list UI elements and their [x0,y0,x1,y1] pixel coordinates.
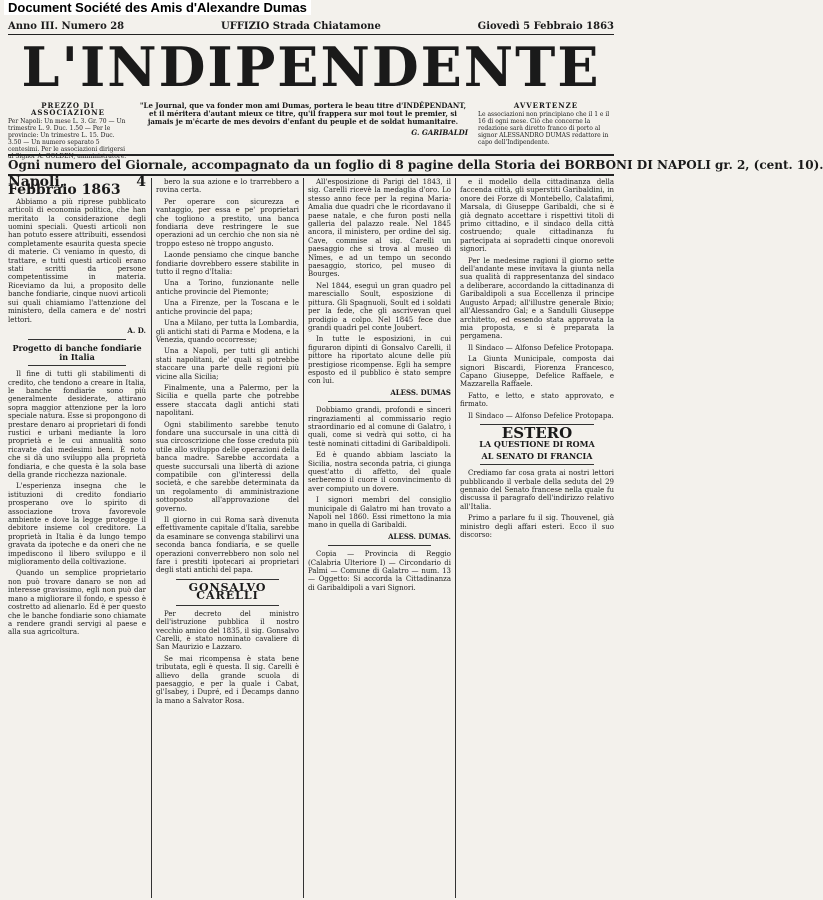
divider [176,605,279,606]
paragraph: Per decreto del ministro dell'istruzione pubblica il nostro vecchio amico del 1835, il sig. Gonsalvo Carelli, è stato nominato cavaliere di San Maurizio e Lazzaro. [156,609,299,652]
article-title: Progetto di banche fondiarie in Italia [12,343,142,362]
paragraph: Crediamo far cosa grata ai nostri lettori pubblicando il verbale della seduta del 29 gennaio del Senato francese nella quale fu discussa il paragrafo dell'indirizzo relativo all'Italia. [460,469,614,511]
divider [28,339,126,340]
divider [328,545,431,546]
divider [28,365,126,366]
paragraph: Una a Firenze, per la Toscana e le antiche provincie del papa; [156,299,299,316]
paragraph: Una a Milano, per tutta la Lombardia, gli antichi stati di Parma e Modena, e la Venezia, quando occorresse; [156,319,299,344]
paragraph: L'esperienza insegna che le istituzioni di credito fondiario prosperano ove lo spirito di associazione trova favorevole ambiente e dove la legge protegge il debitore insieme col creditore. La proprietà in Italia è da lungo tempo gravata da ipoteche e da oneri che ne impediscono il libero sviluppo e il miglioramento della coltivazione. [8,482,146,567]
paragraph: Per operare con sicurezza e vantaggio, per essa e pe' proprietari che togliono a prestito, una banca fondiaria deve restringere le sue operazioni ad un cerchio che non sia nè troppo esteso nè troppo angusto. [156,197,299,248]
divider [480,464,594,465]
paragraph: Abbiamo a più riprese pubblicato articoli di economia politica, che han meritato la considerazione degli uomini speciali. Questi articoli non han potuto essere attribuiti, essendosi completamente esaurita questa specie di materie. Ci veniamo in questo, di trattare, e tutti questi articoli erano stati scritti da persone competentissime in materia. Riceviamo da lui, a proposito delle banche fondiarie, cinque nuovi articoli sui quali chiamiamo l'attenzione del ministero, della camera e de' nostri lettori. [8,197,146,324]
paragraph: Il giorno in cui Roma sarà divenuta effettivamente capitale d'Italia, sarebbe da esaminare se convenga stabilirvi una seconda banca fondiaria, e se quelle operazioni converrebbero non solo nel fare i prestiti ipotecari ai proprietari degli stati antichi del papa. [156,516,299,575]
office-address: UFFIZIO Strada Chiatamone [221,20,381,32]
paragraph: Ed è quando abbiam lasciato la Sicilia, nostra seconda patria, ci giunga quest'atto di affetto, del quale serberemo il cuore il convincimento di aver compiuto un dovere. [308,451,451,493]
paragraph: Il Sindaco — Alfonso Defelice Protopapa. [468,343,614,352]
quote-signature: G. GARIBALDI [411,128,468,137]
notices-title: AVVERTENZE [513,101,579,110]
article-title: LA QUESTIONE DI ROMA [479,439,595,450]
signature: A. D. [127,325,146,335]
article-columns [8,174,614,898]
paragraph: Se mai ricompensa è stata bene tributata, egli è questa. Il sig. Carelli è allievo della grande scuola di paesaggio, e per la quale i Cabat, gl'Isabey, i Dupré, ed i Decamps danno la mano a Salvator Rosa. [156,654,299,705]
paragraph: Nel 1844, eseguì un gran quadro pel maresciallo Soult, esposizione di pittura. Gli Spagnuoli, Soult ed i soldati per la fede, che gli ascrivevan quel prodigio a colpo. Nel 1845 fece due grandi quadri pel conte Joubert. [308,281,451,332]
paragraph: Fatto, e letto, e stato approvato, e firmato. [460,391,614,409]
paragraph: Laonde pensiamo che cinque banche fondiarie dovrebbero essere stabilite in tutto il regno d'Italia: [156,251,299,277]
prices-text: Per Napoli: Un mese L. 3. Gr. 70 — Un trimestre L. 9. Duc. 1.50 — Per le provincie: Un trimestre L. 15. Duc. 3.50 — Un numero separato 5 centesimi. Per le associazioni dirigersi al Signor A. GOLDEN, amministratore. [8,118,127,160]
paragraph: Il Sindaco — Alfonso Defelice Protopapa. [468,411,614,420]
paragraph: In tutte le esposizioni, in cui figuraron dipinti di Gonsalvo Carelli, il pittore ha riportato alcune delle più prestigiose ricompense. Egli ha sempre esposto ed il pubblico è stato sempre con lui. [308,335,451,386]
prices-title: PREZZO DI ASSOCIAZIONE [31,101,105,117]
paragraph: Il fine di tutti gli stabilimenti di credito, che tendono a creare in Italia, le banche fondiarie sono più generalmente desiderate, attirano sopra maggior attenzione per la loro speciale natura. Esse si propongono di prestare denaro ai proprietari di fondi rustici e urbani mediante la loro proprietà e le cui annualità sono ricavate dai medesimi beni. È noto che si dà uno sviluppo alla proprietà fondiaria, e che questa è la sola base della grande ricchezza nazionale. [8,370,146,479]
paragraph: e il modello della cittadinanza della faccenda città, gli superstiti Garibaldini, in onore dei Forze di Montebello, Calatafimi, Marsala, di Giuseppe Garibaldi, che si è già degnato accettare i rispettivi titoli di primo cittadino, e il sindaco della città costruendo; quale cittadinanza fu partecipata ai sopradetti cinque onorevoli signori. [460,178,614,254]
garibaldi-quote [138,102,468,137]
paragraph: All'esposizione di Parigi del 1843, il sig. Carelli ricevè la medaglia d'oro. Lo stesso anno fece per la regina Maria-Amalia due quadri che le ricordavano il paese natale, e che furon posti nella galleria del palazzo reale. Nel 1845 ancora, il ministero, per ordine del sig. Cave, commise al sig. Carelli un paesaggio che si trova al museo di Nîmes, e ad un tempo un secondo paesaggio, storico, pel museo di Bourges. [308,178,451,279]
watermark: Document Société des Amis d'Alexandre Dumas [4,0,311,15]
subscription-row [8,98,614,160]
section-title: ESTERO [501,423,573,442]
paragraph: bero la sua azione e lo trarrebbero a rovina certa. [156,178,299,195]
paragraph: Una a Torino, funzionante nelle antiche provincie del Piemonte; [156,279,299,296]
notices [478,102,614,146]
column-2 [156,178,299,898]
issue-number: Anno III. Numero 28 [8,20,125,32]
signature: ALESS. DUMAS [390,387,451,397]
divider [328,401,431,402]
column-4 [460,178,614,898]
subscription-prices [8,102,128,160]
dateline: Napoli, 4 Febbraio 1863 [8,174,146,199]
paragraph: Primo a parlare fu il sig. Thouvenel, già ministro degli affari esteri. Ecco il suo discorso: [460,514,614,540]
issue-date: Giovedì 5 Febbraio 1863 [477,20,614,32]
paragraph: Una a Napoli, per tutti gli antichi stati napolitani, de' quali si potrebbe staccare una parte delle regioni più vicine alla Sicilia; [156,347,299,381]
column-3 [308,178,451,898]
paragraph: Ogni stabilimento sarebbe tenuto fondare una succursale in una città di sua circoscrizione che fosse creduta più utile allo sviluppo delle operazioni della banca madre. Sarebbe accordata a queste succursali una libertà di azione compatibile con gl'interessi della società, e che sarebbe determinata da un regolamento di amministrazione sottoposto all'approvazione del governo. [156,420,299,513]
notices-text: Le associazioni non principiano che il 1 e il 16 di ogni mese. Ciò che concerne la redazione sarà diretto franco di porto al signor ALESSANDRO DUMAS redattore in capo dell'Indipendente. [478,111,610,146]
article-subtitle: AL SENATO DI FRANCIA [481,450,593,461]
divider [176,579,279,580]
paragraph: Finalmente, una a Palermo, per la Sicilia e quella parte che potrebbe essere staccata dagli antichi stati napolitani. [156,383,299,418]
paragraph: Per le medesime ragioni il giorno sette dell'andante mese invitava la giunta nella sua qualità di rappresentanza del sindaco a deliberare, accordando la cittadinanza di Garibaldipoli a sua Eccellenza il principe Augusto Arpad; all'illustre generale Bixio; all'Alessandro Gal; e a Sandulli Giuseppe architetto, ed essendo stata approvata la mia proposta, e si è preparata la pergamena. [460,256,614,341]
paragraph: Dobbiamo grandi, profondi e sinceri ringraziamenti al commissario regio straordinario ed al comune di Galatro, i quali, come si vedrà qui sotto, ci ha testè nominati cittadini di Garibaldipoli. [308,406,451,448]
top-info-line [8,18,614,35]
paragraph: La Giunta Municipale, composta dai signori Biscardi, Fiorenza Francesco, Capano Giuseppe, Defelice Raffaele, e Mazzarella Raffaele. [460,355,614,389]
paragraph: Copia — Provincia di Reggio (Calabria Ulteriore I) — Circondario di Palmi — Comune di Galatro — num. 13 — Oggetto: Si accorda la Cittadinanza di Garibaldipoli a vari Signori. [308,550,451,592]
quote-text: "Le Journal, que va fonder mon ami Dumas, portera le beau titre d'INDÉPENDANT, et il méritera d'autant mieux ce titre, qu'il frappera sur moi tout le premier, si jamais je m'écarte de mes devoirs d'enfant du peuple et de soldat humanitaire. [139,101,467,126]
column-1 [8,174,146,898]
article-title: GONSALVO CARELLI [188,580,267,603]
paragraph: Quando un semplice proprietario non può trovare danaro se non ad interesse gravissimo, egli non può dar mano a migliorare il fondo, e spesso è costretto ad alienarlo. Ed è per questo che le banche fondiarie sono chiamate a rendere grandi servigi al paese e alla sua agricoltura. [8,569,146,637]
signature: ALESS. DUMAS. [388,531,451,541]
supplement-banner: Ogni numero del Giornale, accompagnato da un foglio di 8 pagine della Storia dei BORBONI DI NAPOLI gr. 2, (cent. 10). [8,154,614,176]
paragraph: I signori membri del consiglio municipale di Galatro mi han trovato a Napoli nel 1860. Essi rimettono la mia mano in quella di Garibaldi. [308,496,451,530]
masthead-title: L'INDIPENDENTE [21,35,601,99]
